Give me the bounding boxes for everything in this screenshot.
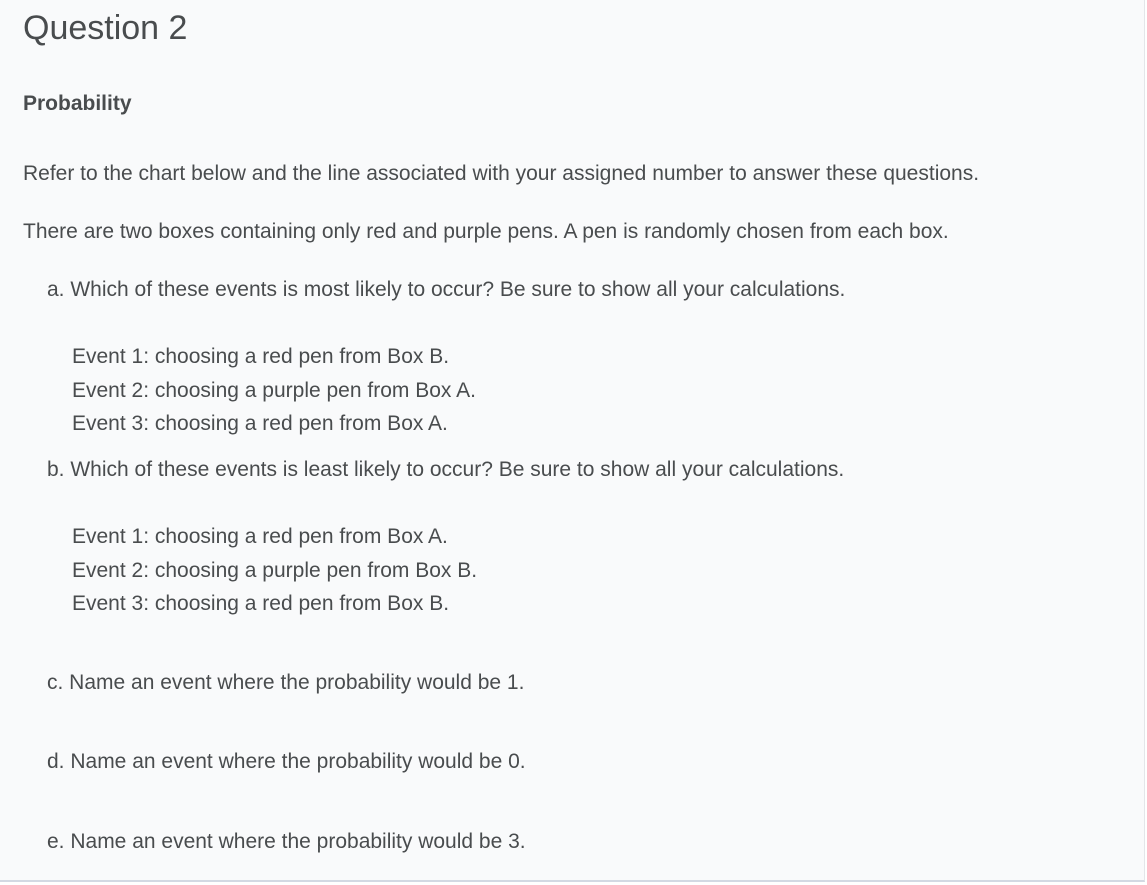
part-a-event-list	[72, 340, 476, 441]
part-e-prompt: e. Name an event where the probability would be 3.	[47, 830, 526, 853]
part-a-event-2: Event 2: choosing a purple pen from Box A.	[72, 378, 476, 402]
part-b-event-1: Event 1: choosing a red pen from Box A.	[72, 525, 448, 548]
part-c-prompt: c. Name an event where the probability would be 1.	[47, 671, 525, 694]
part-b-event-2: Event 2: choosing a purple pen from Box B.	[72, 558, 478, 582]
question-title: Question 2	[23, 9, 188, 47]
part-a-event-1: Event 1: choosing a red pen from Box B.	[72, 345, 450, 368]
part-a-event-3: Event 3: choosing a red pen from Box A.	[72, 412, 448, 435]
part-b-event-list	[72, 520, 477, 621]
part-b-prompt: b. Which of these events is least likely to occur? Be sure to show all your calculations.	[47, 458, 845, 481]
part-a-prompt: a. Which of these events is most likely to occur? Be sure to show all your calculations.	[47, 278, 846, 301]
part-b-event-3: Event 3: choosing a red pen from Box B.	[72, 592, 450, 615]
context-text: There are two boxes containing only red and purple pens. A pen is randomly chosen from each box.	[23, 220, 949, 243]
part-d-prompt: d. Name an event where the probability would be 0.	[47, 750, 526, 773]
question-heading: Probability	[23, 92, 132, 115]
intro-text: Refer to the chart below and the line associated with your assigned number to answer these questions.	[23, 162, 980, 185]
